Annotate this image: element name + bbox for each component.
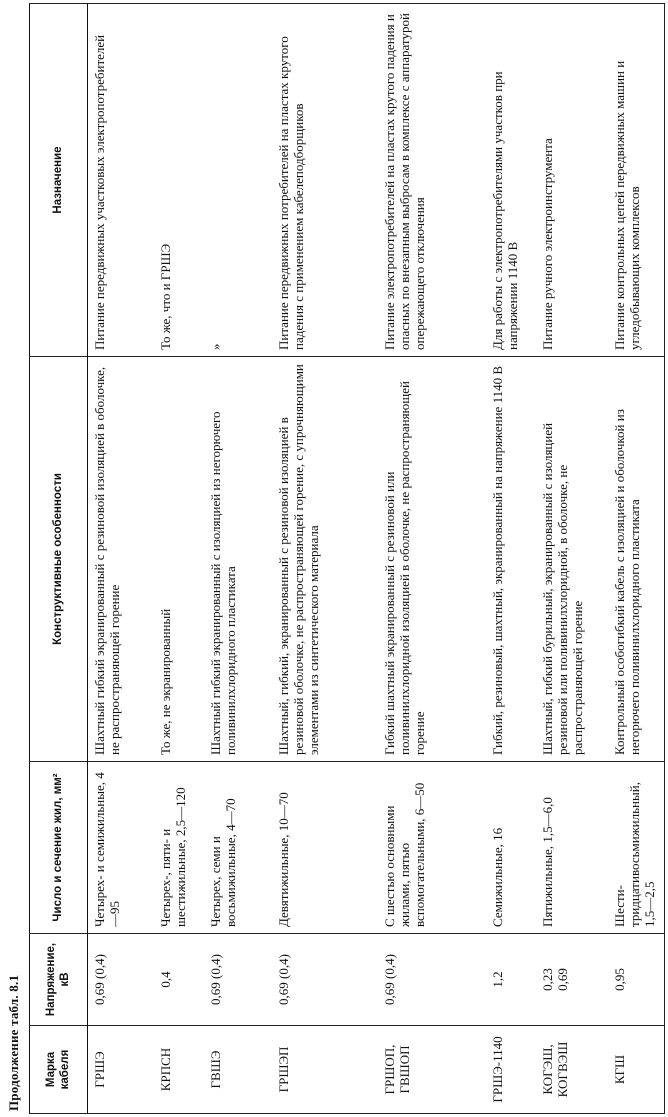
header-brand: Марка кабеля bbox=[30, 1026, 88, 1114]
table-row bbox=[608, 4, 665, 1114]
cell-purpose: Питание передвижных потребителей на пластах крутого падения с применением кабелеподборщиков bbox=[272, 4, 378, 357]
cell-brand: КРПСН bbox=[154, 1026, 204, 1114]
cell-brand: КОГЭШ, КОГВЭШ bbox=[536, 1026, 608, 1114]
cell-brand: ГРШЭ bbox=[88, 1026, 154, 1114]
cell-brand: ГРШЭ-1140 bbox=[486, 1026, 536, 1114]
header-cores: Число и сечение жил, мм² bbox=[30, 762, 88, 934]
header-design: Конструктивные особенности bbox=[30, 357, 88, 762]
cell-purpose: Для работы с электропотребителями участков при напряжении 1140 В bbox=[486, 4, 536, 357]
cell-voltage: 1,2 bbox=[486, 934, 536, 1026]
cell-purpose: Питание контрольных цепей передвижных машин и угледобывающих комплексов bbox=[608, 4, 665, 357]
cell-purpose: Питание передвижных участковых электропотребителей bbox=[88, 4, 154, 357]
cell-brand: ГРШЭП bbox=[272, 1026, 378, 1114]
cell-design: Шахтный гибкий экранированный с резиновой изоляцией в оболочке, не распространяющей горение bbox=[88, 357, 154, 762]
cell-purpose: Питание электропотребителей на пластах крутого падения и опасных по внезапным выбросам в комплексе с аппаратурой опережающего отключения bbox=[378, 4, 486, 357]
cell-cores: Девятижильные, 10—70 bbox=[272, 762, 378, 934]
table-row bbox=[536, 4, 608, 1114]
header-voltage: Напряжение, кВ bbox=[30, 934, 88, 1026]
table-header-row bbox=[30, 4, 88, 1114]
cell-voltage: 0,69 (0,4) bbox=[88, 934, 154, 1026]
cell-design: Шахтный, гибкий, экранированный с резиновой изоляцией в резиновой оболочке, не распространяющей горение, с упрочняющими элементами из синтетического материала bbox=[272, 357, 378, 762]
cell-voltage: 0,4 bbox=[154, 934, 204, 1026]
cell-voltage: 0,69 (0,4) bbox=[204, 934, 272, 1026]
cell-purpose: Питание ручного электроинструмента bbox=[536, 4, 608, 357]
cell-voltage: 0,23 0,69 bbox=[536, 934, 608, 1026]
cell-design: Гибкий шахтный экранированный с резиновой или поливинилхлоридной изоляцией в оболочке, не распространяющей горение bbox=[378, 357, 486, 762]
cell-voltage: 0,69 (0,4) bbox=[378, 934, 486, 1026]
cell-voltage: 0,69 (0,4) bbox=[272, 934, 378, 1026]
table-row bbox=[154, 4, 204, 1114]
cell-purpose: То же, что и ГРШЭ bbox=[154, 4, 204, 357]
cell-cores: Четырех- и семижильные, 4—95 bbox=[88, 762, 154, 934]
table-row bbox=[204, 4, 272, 1114]
cell-cores: Семижильные, 16 bbox=[486, 762, 536, 934]
cell-design: Гибкий, резиновый, шахтный, экранированный на напряжение 1140 В bbox=[486, 357, 536, 762]
cell-cores: Шести- тридцативосьмижильный, 1,5—2,5 bbox=[608, 762, 665, 934]
table-row bbox=[88, 4, 154, 1114]
cell-purpose: » bbox=[204, 4, 272, 357]
table-caption: Продолжение табл. 8.1 bbox=[6, 974, 21, 1111]
cable-table bbox=[29, 3, 665, 1114]
cell-brand: ГРШОП, ГВШОП bbox=[378, 1026, 486, 1114]
table-row bbox=[272, 4, 378, 1114]
cell-cores: Четырех, семи и восьмижильные, 4—70 bbox=[204, 762, 272, 934]
cell-brand: КГШ bbox=[608, 1026, 665, 1114]
cell-cores: С шестью основными жилами, пятью вспомогательными, 6—50 bbox=[378, 762, 486, 934]
table-row bbox=[378, 4, 486, 1114]
cell-design: Контрольный особогибкий кабель с изоляцией и оболочкой из негорючего поливинилхлоридного пластиката bbox=[608, 357, 665, 762]
cell-cores: Пятижильные, 1,5—6,0 bbox=[536, 762, 608, 934]
cell-design: Шахтный, гибкий бурильный, экранированный с изоляцией резиновой или поливинилхлоридной, в оболочке, не распространяющей горение bbox=[536, 357, 608, 762]
header-purpose: Назначение bbox=[30, 4, 88, 357]
cell-design: То же, не экранированный bbox=[154, 357, 204, 762]
cell-brand: ГВШЭ bbox=[204, 1026, 272, 1114]
table-row bbox=[486, 4, 536, 1114]
cell-cores: Четырех-, пяти- и шестижильные, 2,5—120 bbox=[154, 762, 204, 934]
cell-voltage: 0,95 bbox=[608, 934, 665, 1026]
cell-design: Шахтный гибкий экранированный с изоляцией из негорючего поливинилхлоридного пластиката bbox=[204, 357, 272, 762]
